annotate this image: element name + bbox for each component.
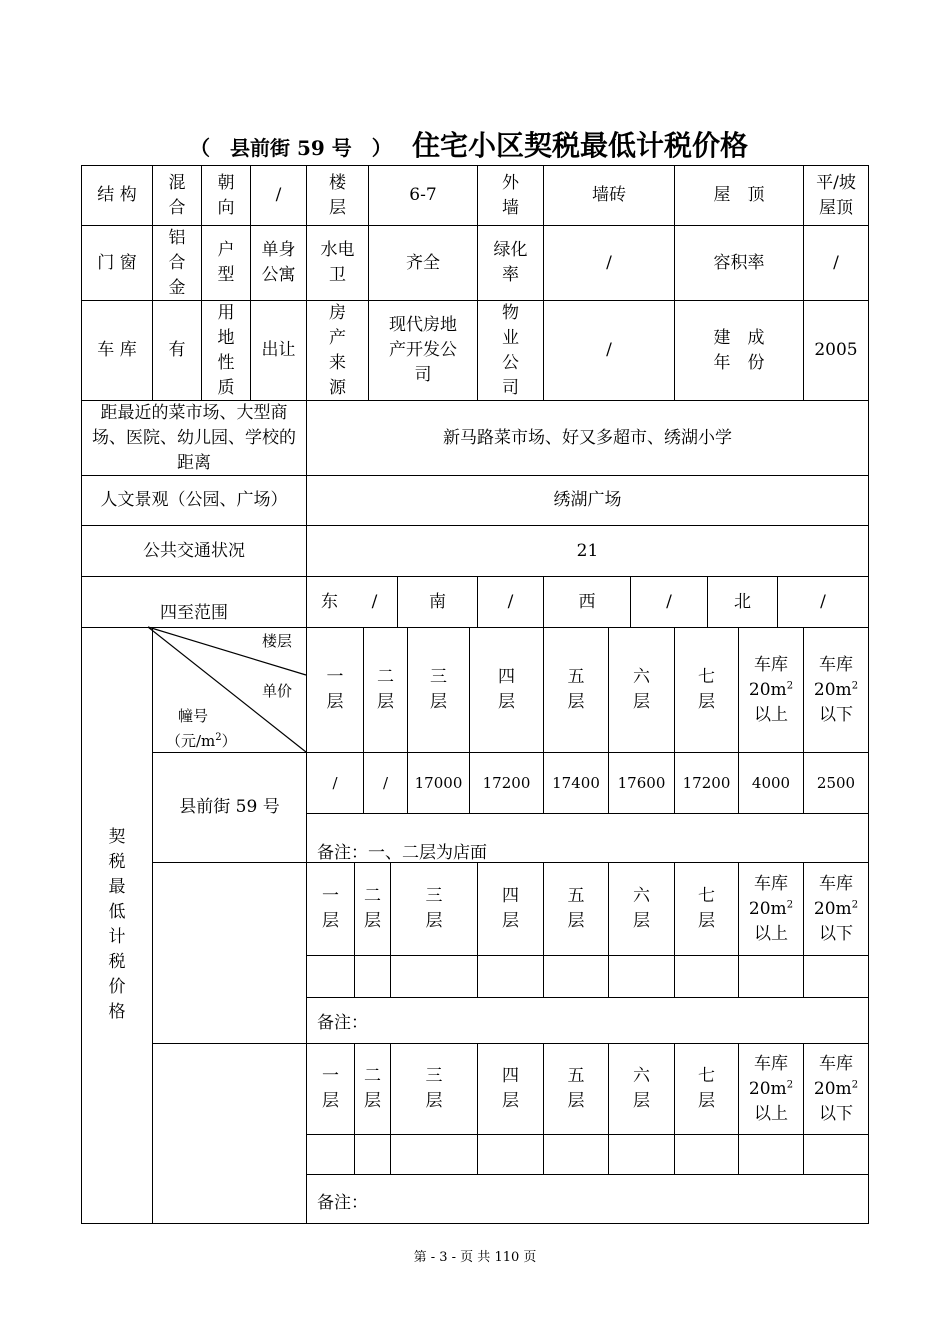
garage-above-header: 车库 $20m^2$ 以上: [748, 1053, 794, 1124]
price-cell: 17400: [552, 773, 600, 792]
greening-value: /: [606, 252, 612, 273]
floor-header: 二层: [364, 1066, 381, 1111]
title-address: （ 县前街 59 号 ）: [190, 136, 392, 160]
floor-header: 一层: [326, 667, 344, 712]
floors-value: 6-7: [409, 185, 437, 205]
utilities-label: 水电卫: [320, 240, 355, 285]
floor-header: 三层: [425, 1066, 443, 1111]
floor-header: 二层: [377, 667, 394, 712]
structure-label: 结 构: [97, 185, 137, 205]
unit-type-label: 户型: [217, 240, 235, 285]
floor-header: 五层: [567, 1066, 585, 1111]
boundary-south-value: /: [507, 591, 514, 612]
transit-label: 公共交通状况: [143, 540, 245, 561]
boundary-north-value: /: [820, 591, 826, 612]
facilities-label: 距最近的菜市场、大型商场、医院、幼儿园、学校的距离: [92, 402, 296, 473]
greening-label: 绿化率: [493, 240, 528, 285]
floor-header: 七层: [698, 886, 715, 931]
garage-below-header: 车库 $20m^2$ 以下: [813, 1053, 859, 1124]
floor-header: 五层: [567, 667, 585, 712]
price-cell: 2500: [816, 773, 856, 792]
floor-header: 四层: [502, 1066, 519, 1111]
diag-building-label: 幢号: [178, 707, 209, 725]
price-cell: 17200: [482, 773, 531, 792]
floor-header: 六层: [633, 886, 650, 931]
land-use-value: 出让: [261, 340, 296, 360]
boundary-label: 四至范围: [160, 602, 228, 623]
source-label: 房产来源: [329, 302, 346, 398]
floor-header: 五层: [567, 886, 585, 931]
floor-header: 一层: [322, 1066, 339, 1111]
floor-header: 七层: [698, 667, 715, 712]
floor-header: 三层: [425, 886, 443, 931]
plot-ratio-value: /: [833, 252, 839, 273]
boundary-west-label: 西: [578, 591, 596, 612]
price-cell: /: [382, 773, 389, 792]
source-value: 现代房地产开发公司: [389, 315, 457, 385]
built-year-value: 2005: [814, 340, 858, 360]
floors-label: 楼层: [329, 172, 346, 218]
plot-ratio-label: 容积率: [713, 252, 765, 273]
page-footer: 第 - 3 - 页 共 110 页: [413, 1250, 537, 1265]
orientation-value: /: [275, 185, 282, 205]
wall-label: 外墙: [502, 172, 519, 218]
property-mgmt-label: 物业公司: [502, 302, 519, 398]
building-name-1: 县前街 59 号: [179, 797, 280, 817]
floor-header: 六层: [633, 667, 650, 712]
garage-below-header: 车库 $20m^2$ 以下: [813, 873, 859, 944]
structure-value: 混合: [168, 172, 186, 218]
remark-3: 备注：: [317, 1193, 368, 1213]
boundary-south-label: 南: [429, 591, 446, 612]
price-cell: 17600: [617, 773, 666, 792]
utilities-value: 齐全: [406, 252, 440, 273]
roof-label: 屋 顶: [713, 185, 765, 205]
garage-label: 车 库: [97, 340, 137, 360]
boundary-east-value: /: [371, 591, 378, 612]
land-use-label: 用地性质: [217, 302, 235, 398]
garage-above-header: 车库 $20m^2$ 以上: [748, 873, 794, 944]
floor-header: 四层: [498, 667, 515, 712]
garage-below-header: 车库 $20m^2$ 以下: [813, 654, 859, 725]
unit-type-value: 单身公寓: [261, 240, 296, 285]
garage-value: 有: [168, 340, 186, 360]
roof-value: 平/坡屋顶: [816, 172, 856, 218]
boundary-north-label: 北: [734, 591, 751, 612]
floor-header: 三层: [430, 667, 447, 712]
price-cell: 17200: [682, 773, 731, 792]
price-section-label: 契税最低计税价格: [108, 827, 126, 1022]
price-cell: 4000: [751, 773, 791, 792]
wall-value: 墙砖: [592, 185, 626, 205]
landscape-value: 绣湖广场: [553, 490, 622, 510]
built-year-label: 建 成 年 份: [713, 327, 782, 373]
floor-header: 一层: [322, 886, 339, 931]
diag-unit-label: （元$/m^2$）: [166, 732, 237, 750]
title-main: 住宅小区契税最低计税价格: [412, 129, 749, 162]
diag-price-label: 单价: [262, 682, 293, 700]
remark-2: 备注：: [317, 1013, 368, 1033]
floor-header: 六层: [633, 1066, 650, 1111]
boundary-east-label: 东: [321, 591, 338, 612]
price-cell: 17000: [414, 773, 463, 792]
window-label: 门 窗: [97, 252, 137, 273]
property-mgmt-value: /: [606, 340, 612, 360]
garage-above-header: 车库 $20m^2$ 以上: [748, 654, 794, 725]
diag-floor-label: 楼层: [262, 632, 293, 650]
window-value: 铝合金: [168, 227, 186, 298]
remark-1: 备注：一、二层为店面: [317, 843, 487, 863]
floor-header: 四层: [502, 886, 519, 931]
orientation-label: 朝向: [217, 172, 235, 218]
landscape-label: 人文景观（公园、广场）: [100, 490, 288, 510]
facilities-value: 新马路菜市场、好又多超市、绣湖小学: [443, 427, 732, 448]
floor-header: 七层: [698, 1066, 715, 1111]
price-cell: /: [332, 773, 338, 792]
boundary-west-value: /: [666, 591, 672, 612]
floor-header: 二层: [364, 886, 381, 931]
transit-value: 21: [576, 540, 599, 561]
